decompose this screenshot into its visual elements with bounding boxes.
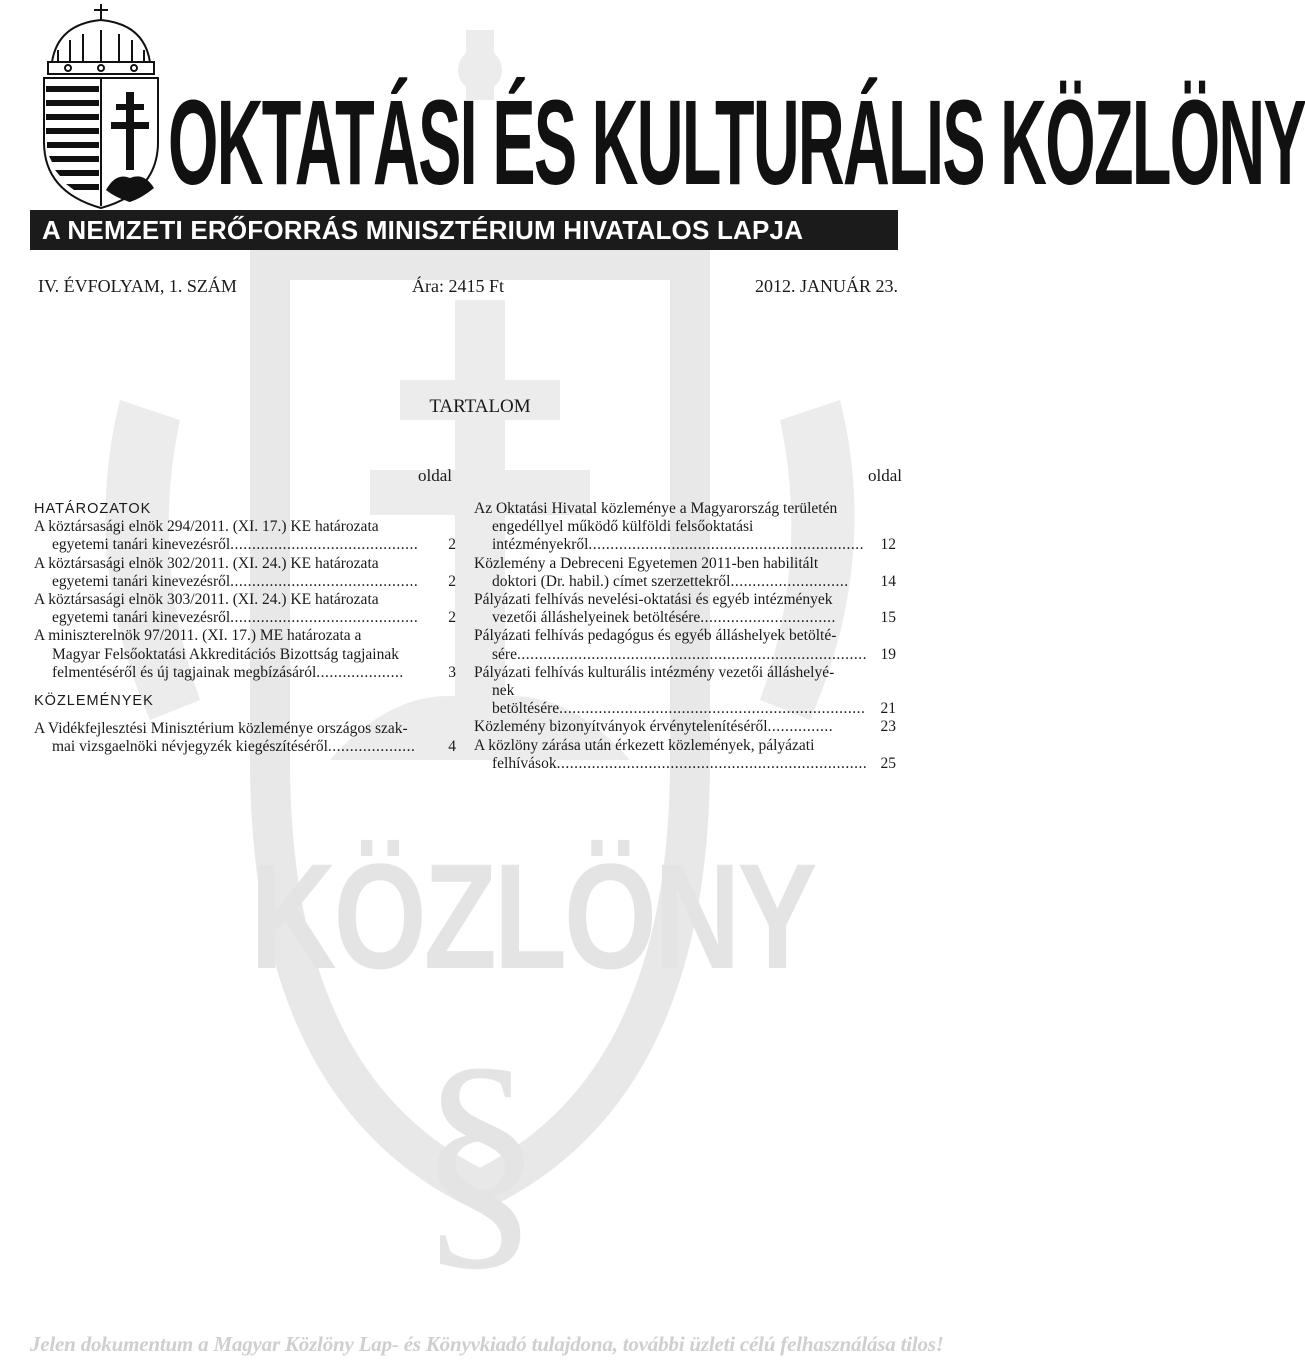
toc-entry-page: 2	[448, 609, 456, 627]
toc-entry-leader: ...........................................	[230, 609, 419, 627]
toc-entry[interactable]	[474, 500, 906, 555]
toc-entry-title-cont: mai vizsgaelnöki névjegyzék kiegészítéséről	[52, 738, 328, 756]
toc-entry-leader: ................................................................................	[516, 645, 867, 663]
toc-entry-title-cont: sére	[492, 645, 517, 663]
toc-entry[interactable]	[474, 591, 906, 627]
toc-title: TARTALOM	[429, 396, 531, 417]
toc-entry-title: A közlöny zárása után érkezett közlemények, pályázati	[474, 736, 815, 754]
toc-entry-page: 2	[448, 572, 456, 590]
toc-entry[interactable]	[34, 555, 466, 591]
toc-entry-title: A köztársasági elnök 294/2011. (XI. 17.) KE határozata	[34, 518, 379, 536]
toc-entry-title-cont: nek betöltésére	[492, 682, 560, 718]
toc-entry[interactable]	[474, 664, 906, 719]
toc-entry-title: Pályázati felhívás kulturális intézmény vezetői álláshelyé-	[474, 663, 835, 681]
toc-entry-page: 14	[880, 572, 896, 590]
toc-entry-title: Pályázati felhívás pedagógus és egyéb álláshelyek betölté-	[474, 627, 837, 645]
watermark-word: KÖZLÖNY	[250, 832, 815, 1000]
issue-date: 2012. JANUÁR 23.	[754, 276, 898, 296]
section-heading-hatarozatok: HATÁROZATOK	[34, 501, 152, 517]
toc-entry[interactable]	[34, 591, 466, 627]
toc-entry-leader: .......................................................................	[556, 754, 868, 772]
toc-entry-page: 4	[448, 738, 456, 756]
toc-entry-title: Pályázati felhívás nevelési-oktatási és egyéb intézmények	[474, 591, 833, 609]
toc-left-column	[34, 500, 466, 757]
toc-entry-title: Közlemény a Debreceni Egyetemen 2011-ben habilitált	[474, 554, 819, 572]
toc-entry-title: A miniszterelnök 97/2011. (XI. 17.) ME határozata a	[34, 627, 362, 645]
toc-entry-leader: ...........................................	[230, 572, 419, 590]
toc-entry-title-cont: egyetemi tanári kinevezésről	[52, 609, 231, 627]
toc-entry-leader: ....................	[316, 663, 404, 681]
toc-entry[interactable]	[474, 718, 906, 736]
section-heading-kozlemenyek: KÖZLEMÉNYEK	[34, 693, 154, 710]
toc-entry-page: 3	[448, 663, 456, 681]
toc-entry-page: 12	[880, 536, 896, 554]
toc-entry-page: 19	[880, 645, 896, 663]
toc-right-column	[474, 500, 906, 773]
toc-entry-title: A köztársasági elnök 303/2011. (XI. 24.) KE határozata	[34, 591, 379, 609]
toc-entry-title-cont: egyetemi tanári kinevezésről	[52, 536, 231, 554]
masthead-title: OKTATÁSI ÉS KULTURÁLIS KÖZLÖNY	[168, 73, 1305, 211]
toc-entry-page: 23	[880, 718, 896, 736]
toc-entry-page: 21	[880, 700, 896, 718]
toc-entry[interactable]	[474, 737, 906, 773]
issue-info: IV. ÉVFOLYAM, 1. SZÁM	[38, 276, 237, 296]
toc-entry-title: A köztársasági elnök 302/2011. (XI. 24.) KE határozata	[34, 554, 379, 572]
toc-entry-title-cont: vezetői álláshelyeinek betöltésére	[492, 609, 701, 627]
toc-entry-page: 25	[880, 754, 896, 772]
toc-entry-page: 2	[448, 536, 456, 554]
toc-entry[interactable]	[34, 518, 466, 554]
toc-entry-page: 15	[880, 609, 896, 627]
coat-of-arms-logo	[38, 2, 164, 210]
toc-entry-leader: ...............	[767, 718, 834, 736]
price-info: Ára: 2415 Ft	[412, 276, 504, 296]
toc-entry-title: Közlemény bizonyítványok érvénytelenítéséről	[474, 718, 768, 736]
toc-entry-title-cont: egyetemi tanári kinevezésről	[52, 572, 231, 590]
toc-entry-title-cont: engedéllyel működő külföldi felsőoktatási intézményekről	[492, 518, 754, 554]
toc-entry-leader: ...........................	[730, 572, 849, 590]
ownership-footer: Jelen dokumentum a Magyar Közlöny Lap- és Könyvkiadó tulajdona, további üzleti célú felhasználása tilos!	[30, 1332, 944, 1356]
toc-entry-title-cont: Magyar Felsőoktatási Akkreditációs Bizottság tagjainak felmentéséről és új tagjainak megbízásáról	[52, 645, 399, 681]
toc-entry-leader: ...............................................................	[588, 536, 865, 554]
toc-entry[interactable]	[474, 627, 906, 663]
toc-entry-title-cont: felhívások	[492, 754, 557, 772]
toc-page-header-right: oldal	[868, 466, 902, 485]
toc-entry[interactable]	[34, 720, 466, 756]
subtitle-bar: A NEMZETI ERŐFORRÁS MINISZTÉRIUM HIVATALOS LAPJA	[30, 210, 898, 250]
toc-entry-leader: ...........................................	[230, 536, 419, 554]
toc-entry-title: A Vidékfejlesztési Minisztérium közleménye országos szak-	[34, 720, 408, 738]
toc-entry-leader: ....................	[327, 738, 416, 756]
toc-entry[interactable]	[474, 555, 906, 591]
watermark-section-symbol: §	[417, 1016, 543, 1293]
toc-entry[interactable]	[34, 627, 466, 682]
toc-entry-title-cont: doktori (Dr. habil.) címet szerzettekről	[492, 572, 731, 590]
toc-entry-title: Az Oktatási Hivatal közleménye a Magyarország területén	[474, 500, 838, 517]
toc-entry-leader: ......................................................................	[559, 700, 866, 718]
toc-page-header-left: oldal	[418, 466, 452, 485]
toc-entry-leader: ...............................	[700, 609, 836, 627]
